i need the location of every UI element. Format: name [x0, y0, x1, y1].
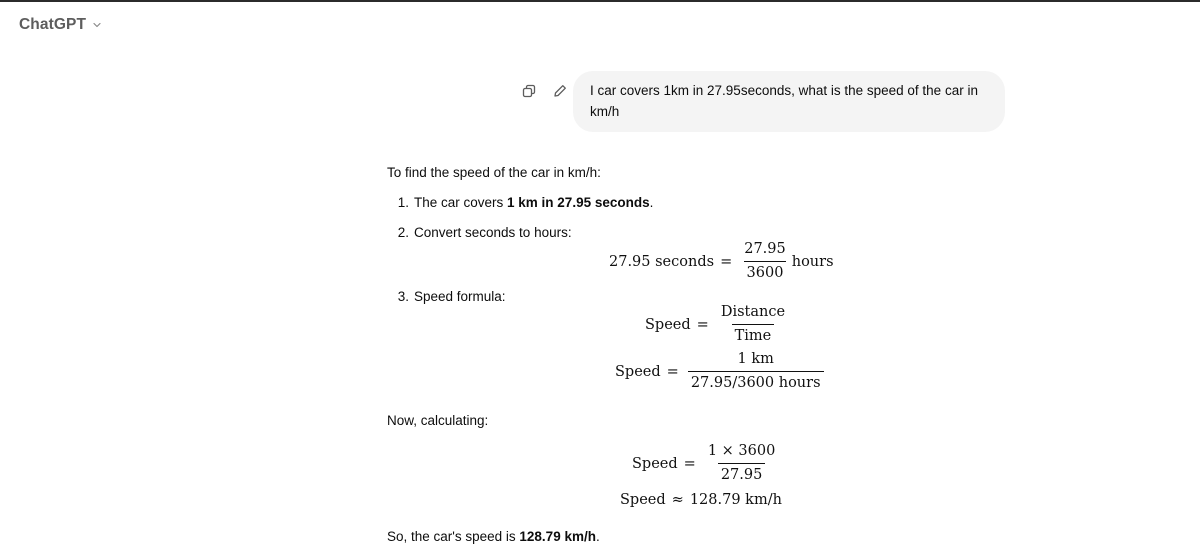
numerator: 1 × 3600	[707, 443, 776, 459]
model-name: ChatGPT	[19, 16, 87, 33]
model-selector[interactable]	[19, 16, 102, 34]
conclusion-text: So, the car's speed is	[387, 529, 520, 544]
denominator: 27.95	[718, 463, 766, 484]
list-number: 3.	[397, 289, 409, 304]
list-bold: 1 km in 27.95 seconds	[507, 195, 650, 210]
list-item	[387, 287, 506, 307]
user-message-bubble: I car covers 1km in 27.95seconds, what is the speed of the car in km/h	[573, 71, 1005, 132]
denominator: Time	[732, 324, 775, 345]
equation-speed-substituted	[615, 351, 827, 392]
equation-operator: =	[720, 253, 733, 270]
list-item	[387, 193, 653, 213]
list-number: 1.	[397, 195, 409, 210]
equation-lhs: Speed	[645, 316, 691, 333]
numerator: 1 km	[737, 351, 774, 367]
edit-message-button[interactable]	[551, 82, 569, 100]
equation-lhs: Speed	[620, 492, 666, 508]
list-text: Speed formula:	[414, 289, 506, 304]
copy-icon	[521, 83, 537, 99]
equation-speed-result	[620, 492, 782, 508]
equation-unit: hours	[791, 253, 834, 270]
list-text: .	[649, 195, 654, 210]
list-item	[387, 223, 572, 243]
equation-seconds-to-hours	[609, 241, 834, 282]
answer-intro: To find the speed of the car in km/h:	[387, 165, 601, 180]
equation-lhs: 27.95 seconds	[609, 253, 715, 270]
conclusion-result: 128.79 km/h	[519, 529, 596, 544]
fraction	[688, 351, 824, 392]
list-text: The car covers	[414, 195, 508, 210]
fraction	[741, 241, 789, 282]
fraction	[705, 443, 779, 484]
equation-lhs: Speed	[615, 363, 661, 380]
chevron-down-icon	[92, 20, 102, 30]
list-text: Convert seconds to hours:	[414, 225, 572, 240]
numerator: Distance	[720, 304, 786, 320]
numerator: 27.95	[744, 241, 786, 257]
denominator: 27.95/3600 hours	[688, 371, 824, 392]
message-actions	[520, 82, 569, 100]
equation-rhs: 128.79 km/h	[689, 492, 782, 508]
equation-operator: =	[683, 455, 696, 472]
fraction	[718, 304, 788, 345]
denominator: 3600	[744, 261, 787, 282]
list-number: 2.	[397, 225, 409, 240]
equation-operator: ≈	[671, 492, 684, 508]
equation-operator: =	[666, 363, 679, 380]
calculating-text: Now, calculating:	[387, 413, 489, 428]
equation-speed-calculation	[632, 443, 781, 484]
equation-speed-formula	[645, 304, 791, 345]
equation-operator: =	[696, 316, 709, 333]
copy-button[interactable]	[520, 82, 538, 100]
answer-conclusion	[387, 527, 600, 547]
pencil-icon	[552, 83, 568, 99]
conclusion-period: .	[595, 529, 600, 544]
equation-lhs: Speed	[632, 455, 678, 472]
